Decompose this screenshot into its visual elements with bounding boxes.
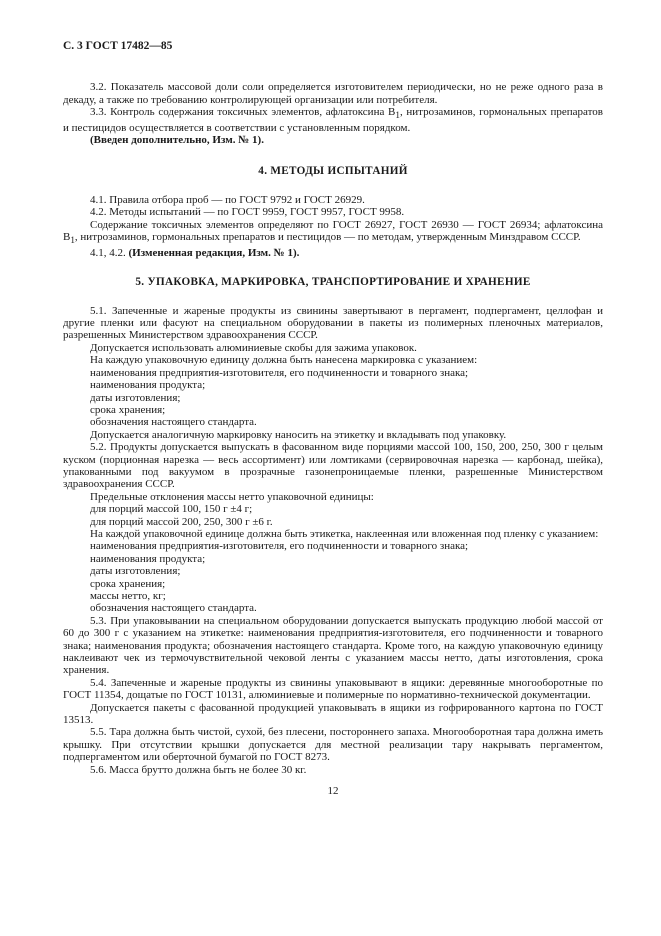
list-item: обозначения настоящего стандарта. [90,602,257,615]
list-item: наименования предприятия-изготовителя, его подчиненности и товарного знака; [90,540,469,553]
para-5-6: 5.6. Масса брутто должна быть не более 30 кг. [90,763,307,776]
para-toxic-text-a: Содержание токсичных элементов определяют по ГОСТ 26927, ГОСТ 26930 — ГОСТ 26934; афлатоксина B [63,218,603,244]
list-item: для порций массой 100, 150 г ±4 г; [90,503,253,516]
page-number: 12 [327,785,339,798]
list-item: для порций массой 200, 250, 300 г ±6 г. [90,515,273,528]
para-toxic-text-b: , нитрозаминов, гормональных препаратов и пестицидов — по методам, утвержденным Минздравом СССР. [74,231,581,244]
list-item: наименования продукта; [90,552,206,565]
amendment-note-3: (Введен дополнительно, Изм. № 1). [90,134,264,147]
subscript-1: 1 [70,235,75,246]
para-toxic [63,219,603,247]
para-3-3-text-b: , нитрозаминов, гормональных препаратов и пестицидов осуществляется в соответствии с установленным порядком. [63,106,604,134]
para-5-2: 5.2. Продукты допускается выпускать в фасованном виде порциями массой 100, 150, 200, 250, 300 г целым куском (порционная нарезка — весь ассортимент) или ломтиками (сервировочная нарезка — карбонад, шейка), упакованными под вакуумом в прозрачные газонепроницаемые пленки, разрешенные Министерством здравоохранения СССР. [63,441,603,491]
list-item: обозначения настоящего стандарта. [90,416,257,429]
list-item: наименования предприятия-изготовителя, его подчиненности и товарного знака; [90,366,469,379]
subscript-1: 1 [395,110,400,121]
para-5-1-d: Допускается аналогичную маркировку наносить на этикетку и вкладывать под упаковку. [90,428,507,441]
section-4-title: 4. МЕТОДЫ ИСПЫТАНИЙ [258,164,408,177]
list-item: наименования продукта; [90,379,206,392]
para-5-2-e: На каждой упаковочной единице должна быть этикетка, наклеенная или вложенная под пленку с указанием: [90,527,599,540]
para-5-4-b: Допускается пакеты с фасованной продукцией упаковывать в ящики из гофрированного картона по ГОСТ 13513. [63,701,603,727]
para-5-1-b: Допускается использовать алюминиевые скобы для зажима упаковок. [90,341,417,354]
list-item: массы нетто, кг; [90,590,166,602]
amendment-note-4-text: (Измененная редакция, Изм. № 1). [128,246,300,259]
para-4-1: 4.1. Правила отбора проб — по ГОСТ 9792 и ГОСТ 26929. [90,194,365,207]
para-3-3-text-a: 3.3. Контроль содержания токсичных элементов, афлатоксина B [90,106,396,119]
amendment-note-4-ref: 4.1, 4.2. [90,246,129,259]
section-5-title: 5. УПАКОВКА, МАРКИРОВКА, ТРАНСПОРТИРОВАНИЕ И ХРАНЕНИЕ [135,276,531,289]
amendment-note-4 [63,247,603,259]
page-header: С. 3 ГОСТ 17482—85 [63,40,173,52]
document-page [63,40,603,798]
list-item: срока хранения; [90,577,166,590]
para-5-3: 5.3. При упаковывании на специальном оборудовании допускается выпускать продукцию любой массой от 60 до 300 г с указанием на этикетке: наименования предприятия-изготовителя, его подчиненности и товарного знака; наименования продукта; обозначения настоящего стандарта. Кроме того, на каждую упаковочную единицу наклеивают чек из термочувствительной чековой ленты с указанием массы нетто, даты изготовления, срока хранения. [63,614,603,677]
list-item: даты изготовления; [90,391,181,404]
para-5-1: 5.1. Запеченные и жареные продукты из свинины завертывают в пергамент, подпергамент, целлофан и другие пленки или фасуют на специальном оборудовании в пакеты из полимерных пленочных материалов, разрешенных Министерством здравоохранения СССР. [63,304,603,342]
para-5-2-b: Предельные отклонения массы нетто упаковочной единицы: [90,490,374,503]
list-item: даты изготовления; [90,565,181,578]
para-5-1-c: На каждую упаковочную единицу должна быть нанесена маркировка с указанием: [90,354,478,367]
para-5-5: 5.5. Тара должна быть чистой, сухой, без плесени, постороннего запаха. Многооборотная тара должна иметь крышку. При отсутствии крышки допускается для местной реализации тару накрывать пергаментом, подпергаментом или оберточной бумагой по ГОСТ 8273. [63,726,603,764]
para-3-3 [63,106,603,134]
para-4-2: 4.2. Методы испытаний — по ГОСТ 9959, ГОСТ 9957, ГОСТ 9958. [90,206,405,219]
para-5-4: 5.4. Запеченные и жареные продукты из свинины упаковывают в ящики: деревянные многооборотные по ГОСТ 11354, дощатые по ГОСТ 10131, алюминиевые и полимерные по нормативно-технической документации. [63,676,603,702]
list-item: срока хранения; [90,403,166,416]
para-3-2: 3.2. Показатель массовой доли соли определяется изготовителем периодически, но не реже одного раза в декаду, а также по требованию контролирующей организации или потребителя. [63,81,603,106]
